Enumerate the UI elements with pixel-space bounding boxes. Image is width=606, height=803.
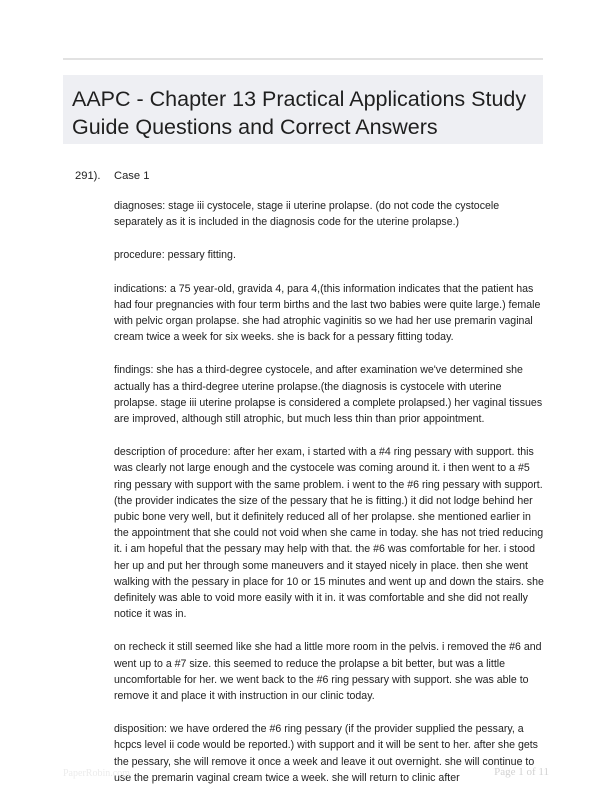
document-title: AAPC - Chapter 13 Practical Applications Study Guide Questions and Correct Answers bbox=[72, 87, 527, 139]
question-number: 291). bbox=[75, 170, 101, 182]
paragraph-indications: indications: a 75 year-old, gravida 4, para 4,(this information indicates that the patient has had four pregnancies with four term births and the last two babies were quite large.) female with pelvic organ prolapse. she had atrophic vaginitis so we had her use premarin vaginal cream twice a week for six weeks. she is back for a pessary fitting today. bbox=[114, 282, 541, 344]
paragraph-description: description of procedure: after her exam, i started with a #4 ring pessary with support. this was clearly not large enough and the cystocele was coming around it. i then went to a #5 ring pessary with support with the same problem. i went to the #6 ring pessary with support.(the provider indicates the size of the pessary that he is fitting.) it did not lodge behind her pubic bone very well, but it definitely reduced all of her prolapse. she mentioned earlier in the appointment that she could not void when she came in today. she has not tried reducing it. i am hopeful that the pessary may help with that. the #6 was comfortable for her. i stood her up and put her through some maneuvers and it stayed nicely in place. then she went walking with the pessary in place for 10 or 15 minutes and went up and down the stairs. she definitely was able to void more easily with it in. it was comfortable and she did not really notice it was in. bbox=[114, 446, 544, 621]
watermark-text: PaperRobin.com bbox=[63, 768, 130, 779]
case-label: Case 1 bbox=[114, 170, 150, 182]
paragraph-procedure: procedure: pessary fitting. bbox=[114, 249, 236, 262]
page-indicator: Page 1 of 11 bbox=[494, 766, 549, 778]
paragraph-diagnoses: diagnoses: stage iii cystocele, stage ii uterine prolapse. (do not code the cystocele separately as it is included in the diagnosis code for the uterine prolapse.) bbox=[114, 200, 500, 229]
title-banner bbox=[63, 75, 543, 144]
paragraph-disposition: disposition: we have ordered the #6 ring pessary (if the provider supplied the pessary, a hcpcs level ii code would be reported.) with support and it will be sent to her. after she gets the pessary, she will remove it once a week and leave it out overnight. she will continue to use the premarin vaginal cream twice a week. she will return to clinic after bbox=[114, 723, 538, 784]
top-divider bbox=[63, 58, 543, 60]
paragraph-recheck: on recheck it still seemed like she had a little more room in the pelvis. i removed the #6 and went up to a #7 size. this seemed to reduce the prolapse a bit better, but was a little uncomfortable for her. we went back to the #6 ring pessary with support. she was able to remove it and place it with instruction in our clinic today. bbox=[114, 641, 542, 703]
answer-body bbox=[114, 198, 544, 803]
paragraph-findings: findings: she has a third-degree cystocele, and after examination we've determined she actually has a third-degree uterine prolapse.(the diagnosis is cystocele with uterine prolapse. stage iii uterine prolapse is considered a complete prolapsed.) her vaginal tissues are improved, although still atrophic, but much less thin than prior appointment. bbox=[114, 364, 543, 426]
